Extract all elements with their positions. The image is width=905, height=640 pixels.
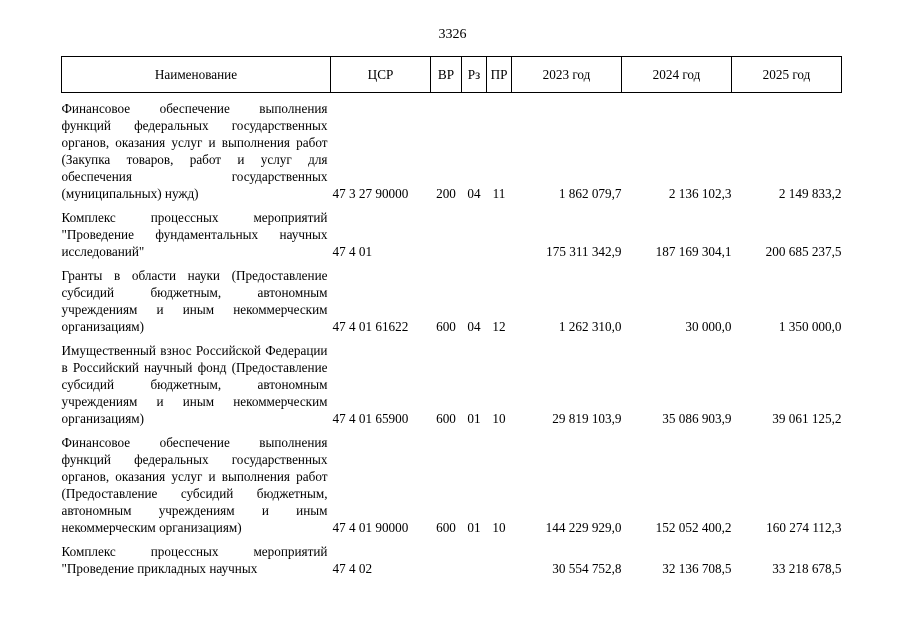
table-header bbox=[62, 57, 842, 93]
row-csr: 47 4 01 90000 bbox=[332, 520, 409, 535]
row-name: Комплекс процессных мероприятий "Проведение прикладных научных bbox=[61, 544, 328, 576]
row-vr bbox=[431, 209, 462, 260]
row-csr: 47 4 01 bbox=[332, 244, 373, 259]
row-rz bbox=[462, 209, 487, 260]
row-2024: 152 052 400,2 bbox=[655, 520, 732, 535]
row-2025: 160 274 112,3 bbox=[766, 520, 842, 535]
row-csr: 47 4 01 61622 bbox=[332, 319, 409, 334]
row-pr: 10 bbox=[492, 520, 506, 535]
row-pr: 10 bbox=[492, 411, 506, 426]
row-rz: 01 bbox=[467, 411, 481, 426]
row-2023: 175 311 342,9 bbox=[546, 244, 622, 259]
row-vr: 600 bbox=[436, 520, 456, 535]
row-2024: 2 136 102,3 bbox=[668, 186, 732, 201]
row-2023: 1 862 079,7 bbox=[558, 186, 622, 201]
row-vr: 200 bbox=[436, 186, 456, 201]
row-2023: 144 229 929,0 bbox=[545, 520, 622, 535]
row-name: Имущественный взнос Российской Федерации в Российский научный фонд (Предоставление субсидий бюджетным, автономным учреждениям и иным некоммерческим организациям) bbox=[61, 343, 328, 426]
row-rz bbox=[462, 543, 487, 577]
row-2023: 1 262 310,0 bbox=[558, 319, 622, 334]
header-2024: 2024 год bbox=[622, 57, 732, 93]
row-name: Финансовое обеспечение выполнения функций федеральных государственных органов, оказания услуг и выполнения работ (Предоставление субсидий бюджетным, автономным учреждениям и иным некоммерческим организациям) bbox=[61, 435, 328, 535]
header-rz: Рз bbox=[462, 57, 487, 93]
row-2025: 1 350 000,0 bbox=[778, 319, 842, 334]
table-row bbox=[62, 100, 842, 202]
page-number: 3326 bbox=[438, 27, 467, 42]
header-vr: ВР bbox=[431, 57, 462, 93]
header-csr: ЦСР bbox=[331, 57, 431, 93]
table-row bbox=[62, 342, 842, 427]
row-2024: 30 000,0 bbox=[685, 319, 732, 334]
row-2023: 30 554 752,8 bbox=[552, 561, 622, 576]
row-pr bbox=[487, 209, 512, 260]
row-csr: 47 3 27 90000 bbox=[332, 186, 409, 201]
table-row bbox=[62, 543, 842, 577]
header-2025: 2025 год bbox=[732, 57, 842, 93]
row-rz: 04 bbox=[467, 319, 481, 334]
row-2025: 33 218 678,5 bbox=[772, 561, 842, 576]
row-2024: 35 086 903,9 bbox=[662, 411, 732, 426]
row-2024: 32 136 708,5 bbox=[662, 561, 732, 576]
row-rz: 01 bbox=[467, 520, 481, 535]
row-csr: 47 4 01 65900 bbox=[332, 411, 409, 426]
header-name: Наименование bbox=[62, 57, 331, 93]
row-pr bbox=[487, 543, 512, 577]
row-vr: 600 bbox=[436, 319, 456, 334]
header-pr: ПР bbox=[487, 57, 512, 93]
budget-table bbox=[61, 56, 842, 577]
row-vr bbox=[431, 543, 462, 577]
table-row bbox=[62, 267, 842, 335]
row-name: Комплекс процессных мероприятий "Проведение фундаментальных научных исследований" bbox=[61, 210, 328, 259]
table-body bbox=[62, 93, 842, 578]
table-row bbox=[62, 434, 842, 536]
row-name: Финансовое обеспечение выполнения функций федеральных государственных органов, оказания услуг и выполнения работ (Закупка товаров, работ и услуг для обеспечения государственных (муниципальных) нужд) bbox=[61, 101, 328, 201]
row-2025: 39 061 125,2 bbox=[772, 411, 842, 426]
row-2024: 187 169 304,1 bbox=[655, 244, 732, 259]
row-rz: 04 bbox=[467, 186, 481, 201]
row-vr: 600 bbox=[436, 411, 456, 426]
row-name: Гранты в области науки (Предоставление субсидий бюджетным, автономным учреждениям и иным некоммерческим организациям) bbox=[61, 268, 328, 334]
header-2023: 2023 год bbox=[512, 57, 622, 93]
row-pr: 11 bbox=[492, 186, 506, 201]
table-row bbox=[62, 209, 842, 260]
row-csr: 47 4 02 bbox=[332, 561, 373, 576]
row-2025: 200 685 237,5 bbox=[765, 244, 842, 259]
row-pr: 12 bbox=[492, 319, 506, 334]
row-2025: 2 149 833,2 bbox=[778, 186, 842, 201]
row-2023: 29 819 103,9 bbox=[552, 411, 622, 426]
